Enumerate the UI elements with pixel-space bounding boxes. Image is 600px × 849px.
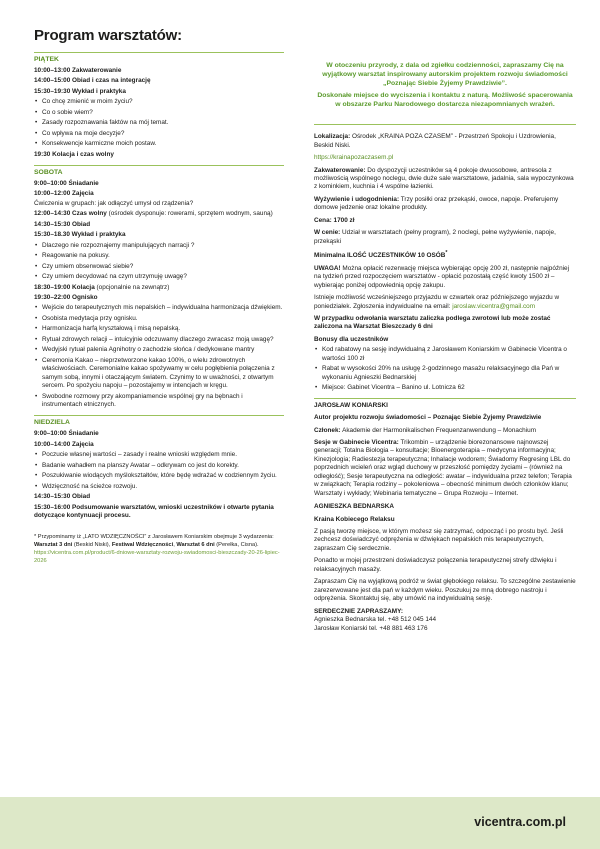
sunday-section [34,415,284,520]
day-heading-saturday: SOBOTA [34,169,63,177]
intro-text-2: Doskonałe miejsce do wyciszenia i kontaktu z naturą. Możliwość spacerowania w obszarze Parku Narodowego dostarcza niezapomnianych wrażeń. [317,92,573,109]
footnote-bold: Festiwal Wdzięczności [111,542,174,549]
text: Trikombin – urządzenie biorezonansowe najnowszej generacji; Totalna Biologia – konsultacje; Bioenergoterapia – medycyna informacyjna; Kinezjologia; Radiestezja terapeutyczna; Inhalacje wodorem; Świadomy Regresing LBL do poprzednich wcieleń oraz wgląd duchowy w przeszłość pomiędzy życiami – (również na odległość); Sesje terapeutyczna na odległość: awatar – indywidualna przez telefon; Terapia w związkach; Terapia rodziny – pokoleniowa – obecność minimum dwóch członków klanu; Warsztaty i wykłady; Webinaria tematyczne – Grupa Rozwoju – Internet. [314,438,572,497]
label: Wyżywienie i udogodnienia: [314,195,400,203]
name-heading: JAROSŁAW KONIARSKI [314,401,388,409]
saturday-section [34,165,284,409]
contact-title: SERDECZNIE ZAPRASZAMY: [314,607,403,615]
text: Udział w warsztatach (pełny program), 2 noclegi, pełne wyżywienie, napoje, przekąski [314,229,556,245]
event: 15:30–18.30 Wykład i praktyka [34,231,126,239]
event: 15:30–16:00 Podsumowanie warsztatów, wnioski uczestników i otwarte pytania dotyczące kontynuacji procesu. [34,503,274,520]
warning-paragraph [314,265,576,290]
event-note: Ćwiczenia w grupach: jak odłączyć umysł od rządzenia? [34,199,194,207]
list-item: • Wedyjski rytuał palenia Agnihotry o zachodzie słońca / dedykowane mantry [34,346,284,354]
list-item: • Co chcę zmienić w moim życiu? [34,98,284,106]
list-item: • Rabat w wysokości 20% na usługę 2-godzinnego masażu relaksacyjnego dla Pań w wykonaniu Agnieszki Bednarskiej [314,365,576,382]
included-paragraph [314,229,576,246]
food-paragraph [314,196,576,213]
event-note: (ośrodek dysponuje: rowerami, sprzętem wodnym, sauną) [108,210,273,218]
program-column [34,52,284,565]
accommodation-paragraph [314,167,576,192]
footnote-link[interactable]: https://vicentra.com.pl/product/6-dniowe-warsztaty-rozwoju-swiadomosci-bieszczady-20-26-lipiec-2026 [34,549,280,564]
event: 19:30–22:00 Ognisko [34,294,98,301]
divider [314,398,576,399]
label: Zakwaterowanie: [314,166,366,174]
label: UWAGA! [314,264,341,272]
early-arrival-paragraph [314,294,576,311]
list-item: • Konsekwencje karmiczne moich postaw. [34,140,284,148]
list-item: • Poczucie własnej wartości – zasady i realne wnioski względem mnie. [34,451,284,459]
event [34,210,284,218]
name-heading: AGNIESZKA BEDNARSKA [314,503,395,511]
label: Sesje w Gabinecie Vicentra: [314,438,399,446]
event: 10:00–13:00 Zakwaterowanie [34,66,122,74]
text: Można opłacić rezerwację miejsca wybierając opcję 200 zł, następnie najpóźniej na tydzień przed rozpoczęciem warsztatów - opłacić pozostałą część kwoty 1500 zł – wybierając poniżej odpowiednią opcję zakupu. [314,264,570,289]
event: 14:30–15:30 Obiad [34,493,91,501]
paragraph: Ponadto w mojej przestrzeni doświadczysz połączenia terapeutycznej strefy dźwięku i relaksacyjnych masaży. [314,557,557,573]
event: 19:30 Kolacja i czas wolny [34,150,114,158]
location-paragraph [314,133,576,150]
event: 14:30–15:30 Obiad [34,220,91,228]
event-time: 12:00–14:30 Czas wolny [34,210,107,218]
paragraph: Z pasją tworzę miejsce, w którym możesz się zatrzymać, odpocząć i po prostu być. Jeśli zechcesz doświadczyć odprężenia w dźwiękach nepalskich mis terapeutycznych, zapraszam Cię serdecznie. [314,528,564,552]
asterisk: * [445,250,448,257]
cancellation-note: W przypadku odwołania warsztatu zaliczka podlega zwrotowi lub może zostać zaliczona na Warsztat Bieszczady 6 dni [314,314,551,331]
list-item: • Dlaczego nie rozpoznajemy manipulujących narracji ? [34,242,284,250]
text: Ośrodek „KRAINA POZA CZASEM” - Przestrzeń Spokoju i Uzdrowienia, Beskid Niski. [314,133,556,149]
bonus-title: Bonusy dla uczestników [314,335,389,343]
list-item: • Kod rabatowy na sesję indywidualną z Jarosławem Koniarskim w Gabinecie Vicentra o wartości 100 zł [314,346,576,363]
list-item: • Wdzięczność na ścieżce rozwoju. [34,483,284,491]
divider [314,124,576,125]
paragraph: Zapraszam Cię na wyjątkową podróż w świat głębokiego relaksu. To szczególne zestawienie zarezerwowane jest dla pań w każdym wieku. Poszukuj ze mną dobrego nastroju i odprężenia. Skontaktuj się, aby umówić na indywidualną sesję. [314,578,576,603]
label: W cenie: [314,229,341,237]
list-item: • Czy umiem decydować na czym utrzymuję uwagę? [34,273,284,281]
text: Akademie der Harmonikalischen Frequenzanwendung – Monachium [340,426,537,434]
list-item: • Czy umiem obserwować siebie? [34,263,284,271]
friday-topics-list [34,98,284,148]
footnote-text: (Beskid Niski), [72,542,112,549]
minimum-participants [314,250,576,261]
contact-line: Agnieszka Bednarska tel. +48 512 045 144 [314,616,437,624]
price: Cena: 1700 zł [314,216,355,224]
text: Istnieje możliwość wcześniejszego przyjazdu w czwartek oraz późniejszego wyjazdu w poniedziałek. Zgłoszenia indywidualne na email: [314,294,560,310]
list-item: • Harmonizacja harfą kryształową i misą nepalską. [34,325,284,333]
location-link[interactable]: https://krainapozaczasem.pl [314,154,394,162]
footnote-text: (Perełka, Cisna). [214,542,259,549]
campfire-list [34,304,284,409]
day-heading-sunday: NIEDZIELA [34,419,70,427]
friday-section [34,52,284,159]
footnote [34,534,284,565]
event: 14:00–15:00 Obiad i czas na integrację [34,77,151,85]
list-item: • Co wpływa na moje decyzje? [34,130,284,138]
event-time: 18:30–19:00 Kolacja [34,283,95,291]
event: 10:00–12:00 Zajęcia [34,190,94,198]
event: 10:00–14:00 Zajęcia [34,440,94,448]
role: Autor projektu rozwoju świadomości – Poznając Siebie Żyjemy Prawdziwie [314,414,542,422]
role: Kraina Kobiecego Relaksu [314,515,395,523]
bonus-list [314,346,576,392]
footnote-text: , [173,542,177,549]
text: Minimalna ILOŚĆ UCZESTNIKÓW 10 OSÓB [314,252,446,260]
text: Trzy posiłki oraz przekąski, owoce, napoje. Preferujemy domowe jedzenie oraz lokalne produkty. [314,195,559,212]
list-item: • Rytuał zdrowych relacji – intuicyjnie odczuwamy dlaczego zwracasz moją uwagę? [34,336,284,344]
list-item: • Miejsce: Gabinet Vicentra – Banino ul. Lotnicza 62 [314,384,576,392]
footnote-text: * Przypominamy iż „LATO WDZIĘCZNOŚCI” z Jarosławem Koniarskim obejmuje 3 wydarzenia: [34,534,274,541]
page-title: Program warsztatów: [34,27,182,44]
list-item: • Swobodne rozmowy przy akompaniamencie wspólnej gry na bębnach i instrumentach etnicznych. [34,393,284,410]
event: 15:30–19:30 Wykład i praktyka [34,87,126,95]
contact-line: Jarosław Koniarski tel. +48 881 463 176 [314,624,428,632]
event-note: (opcjonalnie na zewnątrz) [96,283,170,291]
sessions-paragraph [314,439,576,498]
day-heading-friday: PIĄTEK [34,56,59,63]
label: Członek: [314,426,341,434]
event: 9:00–10:00 Śniadanie [34,430,99,438]
footnote-bold: Warsztat 3 dni [34,542,73,549]
member-paragraph [314,427,576,435]
saturday-topics-list [34,242,284,282]
list-item: • Co o sobie wiem? [34,109,284,117]
list-item: • Ceremonia Kakao – nieprzetworzone kakao 100%, o wielu zdrowotnych właściwościach. Ceremonialne kakao spożywamy w celu pogłębienia połączenia z samym sobą, innymi i otaczającym światem. Czynimy to w uważności, z otwartym sercem. Po spożyciu napoju – pozostajemy w intencjach w kręgu. [34,357,284,391]
label: Lokalizacja: [314,133,351,141]
footer-site[interactable]: vicentra.com.pl [474,814,566,829]
intro-text: W otoczeniu przyrody, z dala od zgiełku codzienności, zapraszamy Cię na wyjątkowy warsztat inspirowany autorskim projektem rozwoju świadomości „Poznając Siebie Żyjemy Prawdziwie”. [322,62,568,87]
email-link[interactable]: jaroslaw.vicentra@gmail.com [452,302,536,310]
list-item: • Badanie wahadłem na planszy Awatar – odkrywam co jest do korekty. [34,462,284,470]
event: 9:00–10:00 Śniadanie [34,180,99,188]
footnote-bold: Warsztat 6 dni [176,542,215,549]
list-item: • Osobista medytacja przy ognisku. [34,315,284,323]
list-item: • Zasady rozpoznawania faktów na mój temat. [34,119,284,127]
info-column [314,62,576,633]
list-item: • Poszukiwanie wiodących myślokształtów, które będę wdrażać w codziennym życiu. [34,472,284,480]
event [34,284,284,292]
list-item: • Wejście do terapeutycznych mis nepalskich – indywidualna harmonizacja dźwiękiem. [34,304,284,312]
list-item: • Reagowanie na pokusy. [34,252,284,260]
text: Do dyspozycji uczestników są 4 pokoje dwuosobowe, antresola z możliwością wspólnego noclegu, dwie duże sale warsztatowe, jadalnia, sala wypoczynkowa z kominkiem, kuchnia i 4 wspólne łazienki. [314,166,574,191]
sunday-topics-list [34,451,284,491]
